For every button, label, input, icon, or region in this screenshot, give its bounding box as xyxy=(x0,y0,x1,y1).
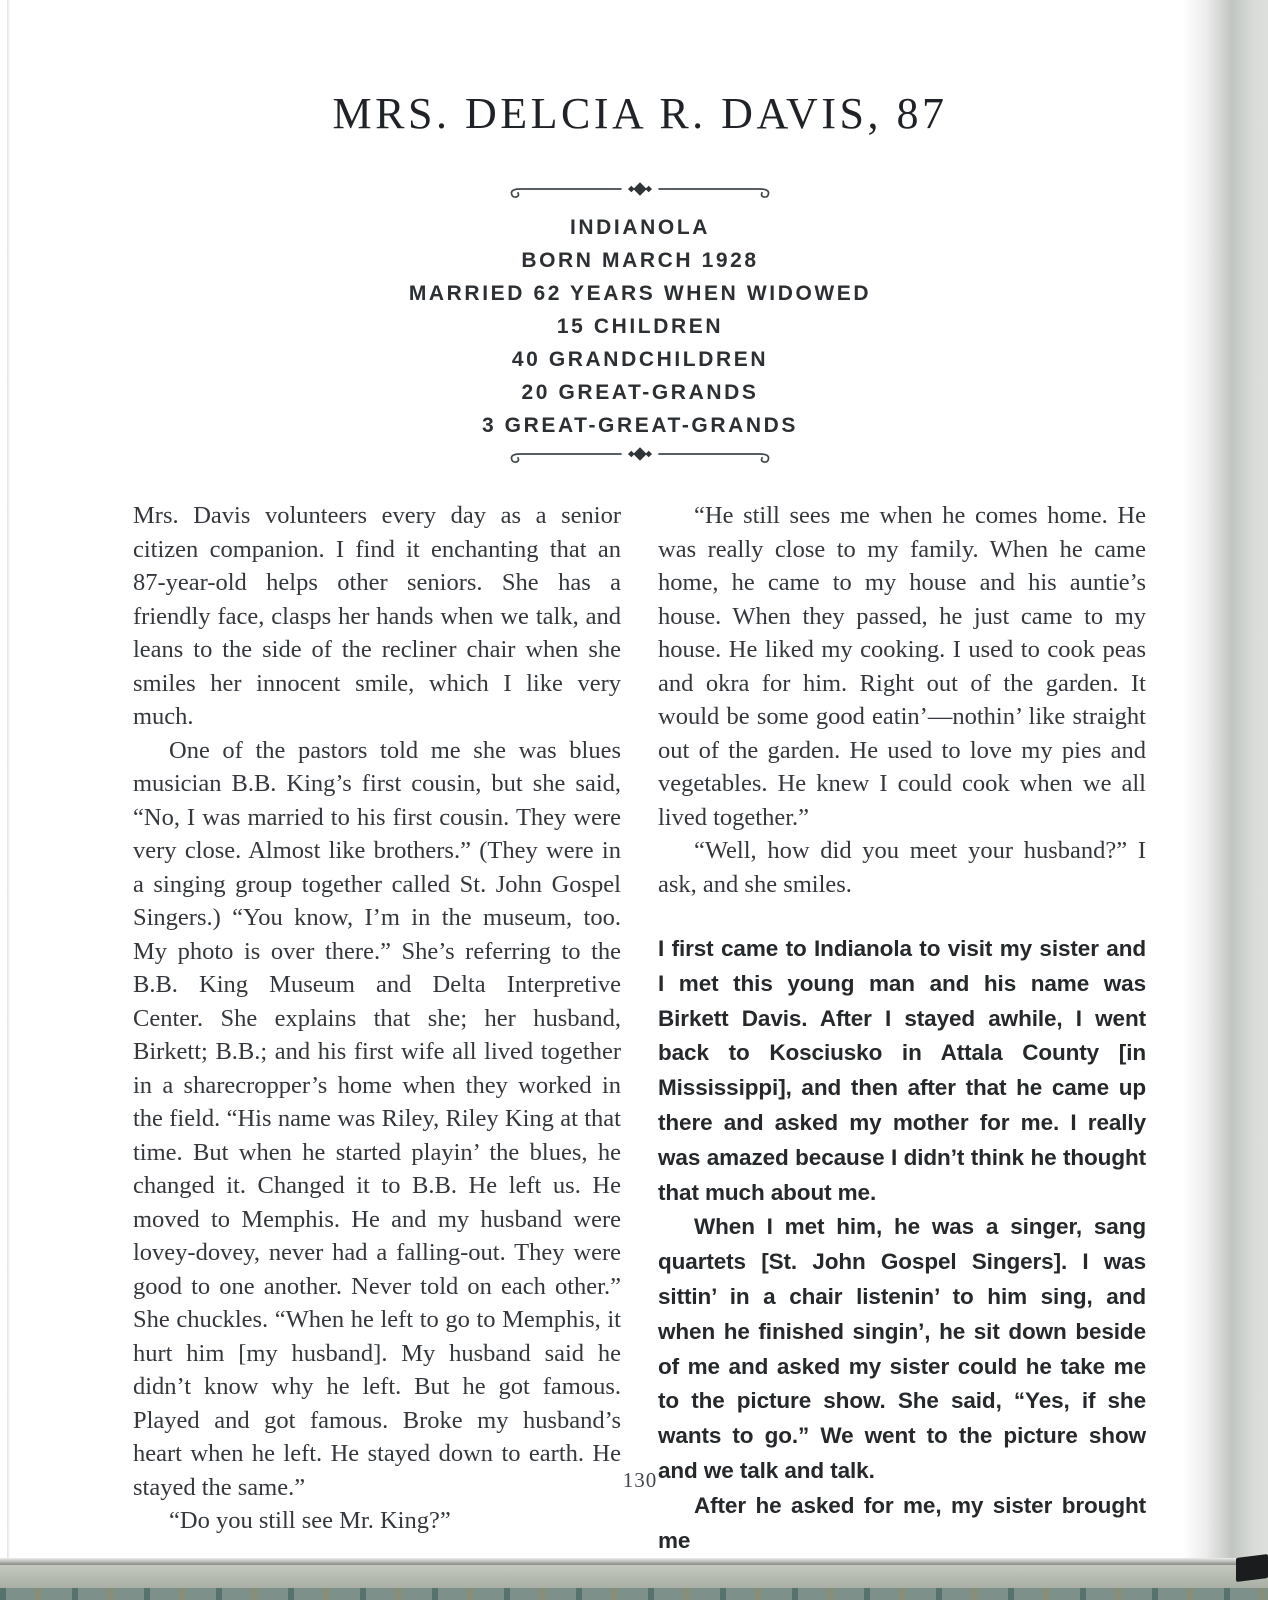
stat-born: BORN MARCH 1928 xyxy=(521,249,759,272)
stat-great-great-grands: 3 GREAT-GREAT-GRANDS xyxy=(481,414,799,437)
stat-great-grands: 20 GREAT-GRANDS xyxy=(521,381,759,404)
book-page xyxy=(133,0,1147,1561)
stat-children: 15 CHILDREN xyxy=(556,315,724,338)
narration-paragraph: Mrs. Davis volunteers every day as a senior citizen companion. I find it enchanting that an 87-year-old helps other seniors. She has a friendly face, clasps her hands when we talk, and leans to the side of the recliner chair when she smiles her innocent smile, which I like very much. xyxy=(133,502,621,730)
narration-paragraph: “He still sees me when he comes home. He was really close to my family. When he came home, he came to my house and his auntie’s house. When they passed, he just came to my house. He liked my cooking. I used to cook peas and okra for him. Right out of the garden. It would be some good eatin’—nothin’ like straight out of the garden. He used to love my pies and vegetables. He knew I could cook when we all lived together.” xyxy=(658,502,1146,831)
narration-paragraph: “Do you still see Mr. King?” xyxy=(169,1507,451,1534)
page-title: MRS. DELCIA R. DAVIS, 87 xyxy=(332,89,948,138)
scanner-bed-plaid xyxy=(0,1588,1268,1600)
stat-grandchildren: 40 GRANDCHILDREN xyxy=(511,348,769,371)
left-column xyxy=(133,499,621,1534)
ornament-divider-top xyxy=(133,178,1147,200)
text-columns xyxy=(133,499,1147,1553)
interview-paragraph: When I met him, he was a singer, sang quartets [St. John Gospel Singers]. I was sittin’ in a chair listenin’ to him sing, and when he finished singin’, he sit down beside of me and asked my sister could he take me to the picture show. She said, “Yes, if she wants to go.” We went to the picture show and we talk and talk. xyxy=(658,1214,1146,1483)
page-number: 130 xyxy=(622,1468,658,1492)
ornament-divider-bottom xyxy=(133,443,1147,465)
narration-paragraph: “Well, how did you meet your husband?” I ask, and she smiles. xyxy=(658,837,1146,898)
diamond-rule-icon xyxy=(504,443,776,465)
page-bottom-edge xyxy=(0,1558,1268,1565)
diamond-rule-icon xyxy=(504,178,776,200)
right-column xyxy=(658,499,1146,1553)
stat-married: MARRIED 62 YEARS WHEN WIDOWED xyxy=(408,282,872,305)
page-left-edge xyxy=(7,0,10,1561)
scanner-bed-strip xyxy=(0,1565,1268,1588)
interview-paragraph: I first came to Indianola to visit my sister and I met this young man and his name was Birkett Davis. After I stayed awhile, I went back to Kosciusko in Attala County [in Mississippi], and then after that he came up there and asked my mother for me. I really was amazed because I didn’t think he thought that much about me. xyxy=(658,936,1146,1205)
page-curve-shadow xyxy=(1182,0,1268,1561)
page-corner-shadow xyxy=(1236,1554,1268,1582)
profile-stats xyxy=(133,211,1147,442)
narration-paragraph: One of the pastors told me she was blues musician B.B. King’s first cousin, but she said, “No, I was married to his first cousin. They were very close. Almost like brothers.” (They were in a singing group together called St. John Gospel Singers.) “You know, I’m in the museum, too. My photo is over there.” She’s referring to the B.B. King Museum and Delta Interpretive Center. She explains that she; her husband, Birkett; B.B.; and his first wife all lived together in a sharecropper’s home when they worked in the field. “His name was Riley, Riley King at that time. But when he started playin’ the blues, he changed it. Changed it to B.B. He left us. He moved to Memphis. He and my husband were lovey-dovey, never had a falling-out. They were good to one another. Never told on each other.” She chuckles. “When he left to go to Memphis, it hurt him [my husband]. My husband said he didn’t know why he left. But he got famous. Played and got famous. Broke my husband’s heart when he left. He stayed down to earth. He stayed the same.” xyxy=(133,736,621,1501)
interview-paragraph: After he asked for me, my sister brought me xyxy=(658,1492,1146,1553)
stat-hometown: INDIANOLA xyxy=(569,216,711,239)
